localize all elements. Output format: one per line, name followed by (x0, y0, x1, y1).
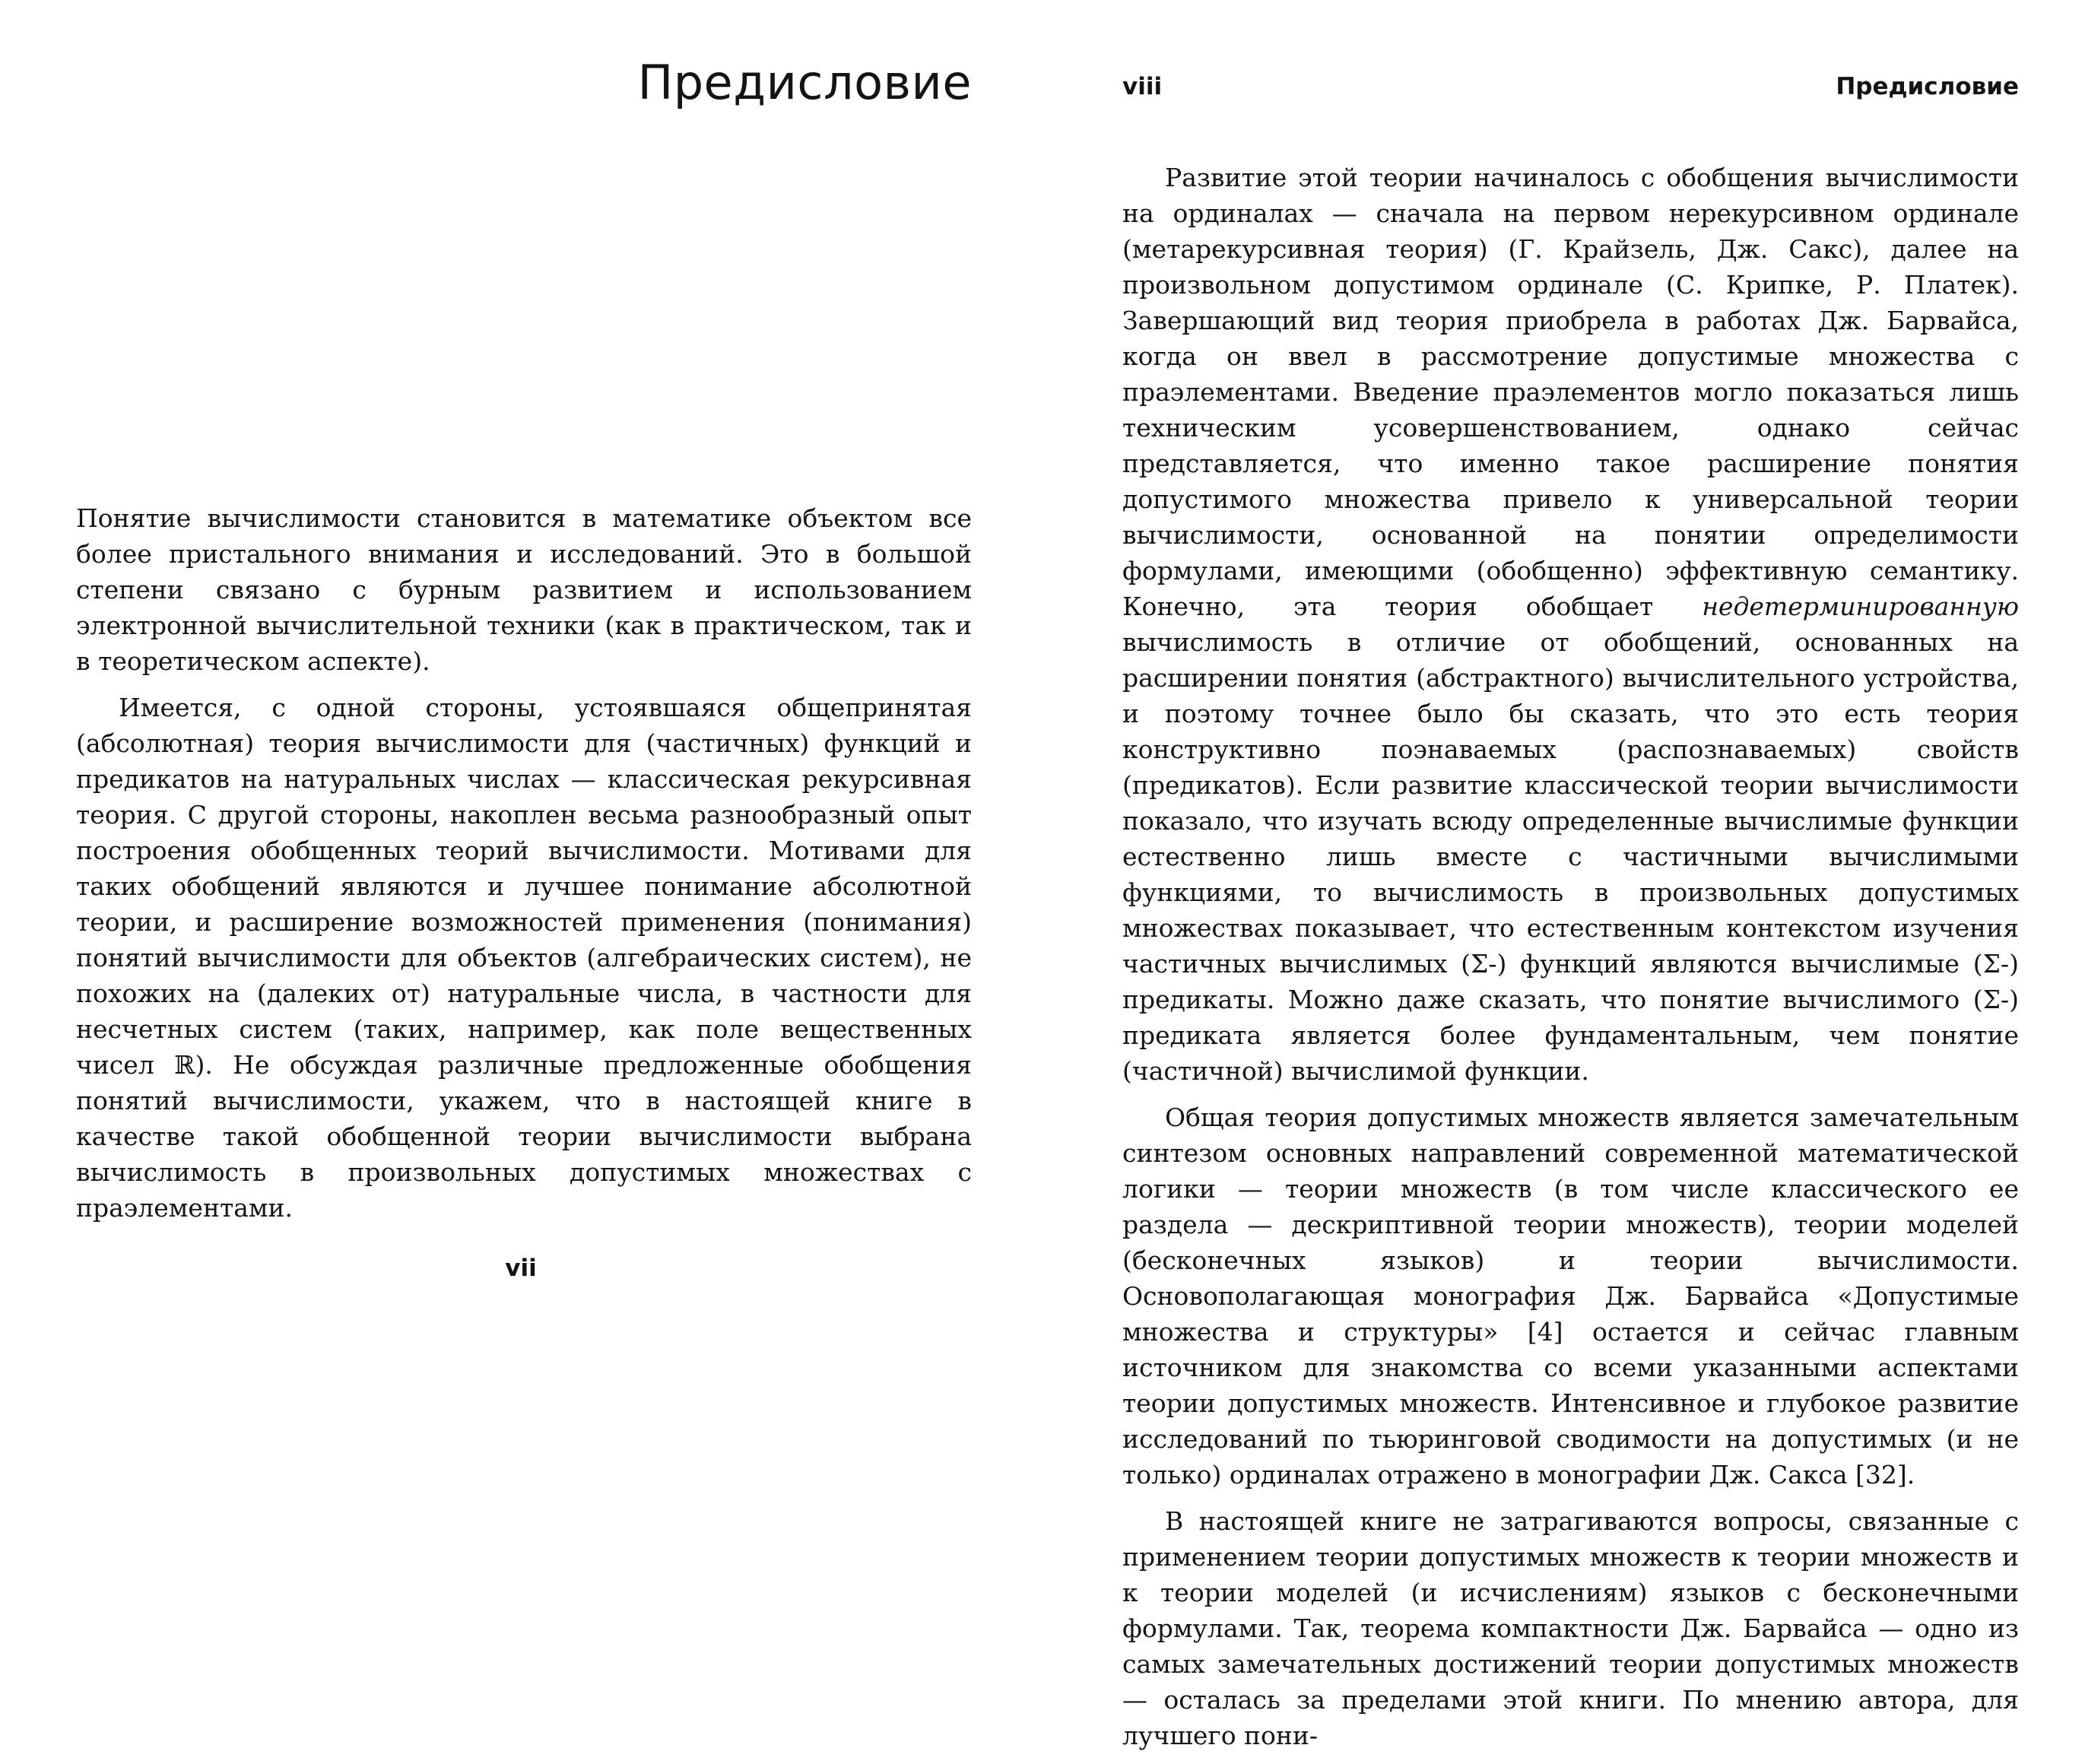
right-paragraph-3: В настоящей книге не затрагиваются вопросы, связанные с применением теории допустимых множеств к теории множеств и к теории моделей (и исчислениям) языков с бесконечными формулами. Так, теорема компактности Дж. Барвайса — одно из самых замечательных достижений теории допустимых множеств — осталась за пределами этой книги. По мнению автора, для лучшего пони- (1122, 1506, 2019, 1750)
running-head-title: Предисловие (1836, 73, 2019, 100)
page-number-top: viii (1122, 73, 1163, 100)
left-paragraph-2: Имеется, с одной стороны, устоявшаяся общепринятая (абсолютная) теория вычислимости для (частичных) функций и предикатов на натуральных числах — классическая рекурсивная теория. С другой стороны, накоплен весьма разнообразный опыт построения обобщенных теорий вычислимости. Мотивами для таких обобщений являются и лучшее понимание абсолютной теории, и расширение возможностей применения (понимания) понятий вычислимости для объектов (алгебраических систем), не похожих на (далеких от) натуральные числа, в частности для несчетных систем (таких, например, как поле вещественных чисел ℝ). Не обсуждая различные предложенные обобщения понятий вычислимости, укажем, что в настоящей книге в качестве такой обобщенной теории вычислимости выбрана вычислимость в произвольных допустимых множествах с праэлементами. (76, 693, 972, 1223)
emphasized-term: недетерминированную (1702, 592, 2019, 621)
right-page (1042, 0, 2085, 1750)
right-paragraph-1-start: Развитие этой теории начиналось с обобщения вычислимости на ординалах — сначала на первом нерекурсивном ординале (метарекурсивная теория) (Г. Крайзель, Дж. Сакс), далее на произвольном допустимом ординале (С. Крипке, Р. Платек). Завершающий вид теория приобрела в работах Дж. Барвайса, когда он ввел в рассмотрение допустимые множества с праэлементами. Введение праэлементов могло показаться лишь техническим усовершенствованием, однако сейчас представляется, что именно такое расширение понятия допустимого множества привело к универсальной теории вычислимости, основанной на понятии определимости формулами, имеющими (обобщенно) эффективную семантику. Конечно, эта теория обобщает (1122, 163, 2019, 621)
left-text-block (76, 500, 972, 1236)
right-text-block (1122, 160, 2019, 1764)
left-paragraph-1: Понятие вычислимости становится в математике объектом все более пристального внимания и исследований. Это в большой степени связано с бурным развитием и использованием электронной вычислительной техники (как в практическом, так и в теоретическом аспекте). (76, 503, 972, 676)
chapter-title: Предисловие (637, 55, 972, 110)
page-number-bottom: vii (505, 1255, 537, 1282)
left-page (0, 0, 1042, 1654)
right-paragraph-1-end: вычислимость в отличие от обобщений, основанных на расширении понятия (абстрактного) вычислительного устройства, и поэтому точнее было бы сказать, что это есть теория конструктивно поэнаваемых (распознаваемых) свойств (предикатов). Если развитие классической теории вычислимости показало, что изучать всюду определенные вычислимые функции естественно лишь вместе с частичными вычислимыми функциями, то вычислимость в произвольных допустимых множествах показывает, что естественным контекстом изучения частичных вычислимых (Σ-) функций являются вычислимые (Σ-) предикаты. Можно даже сказать, что понятие вычислимого (Σ-) предиката является более фундаментальным, чем понятие (частичной) вычислимой функции. (1122, 627, 2019, 1086)
right-paragraph-2: Общая теория допустимых множеств является замечательным синтезом основных направлений современной математической логики — теории множеств (в том числе классического ее раздела — дескриптивной теории множеств), теории моделей (бесконечных языков) и теории вычислимости. Основополагающая монография Дж. Барвайса «Допустимые множества и структуры» [4] остается и сейчас главным источником для знакомства со всеми указанными аспектами теории допустимых множеств. Интенсивное и глубокое развитие исследований по тьюринговой сводимости на допустимых (и не только) ординалах отражено в монографии Дж. Сакса [32]. (1122, 1102, 2019, 1490)
right-paragraph-1 (1122, 160, 2019, 1089)
